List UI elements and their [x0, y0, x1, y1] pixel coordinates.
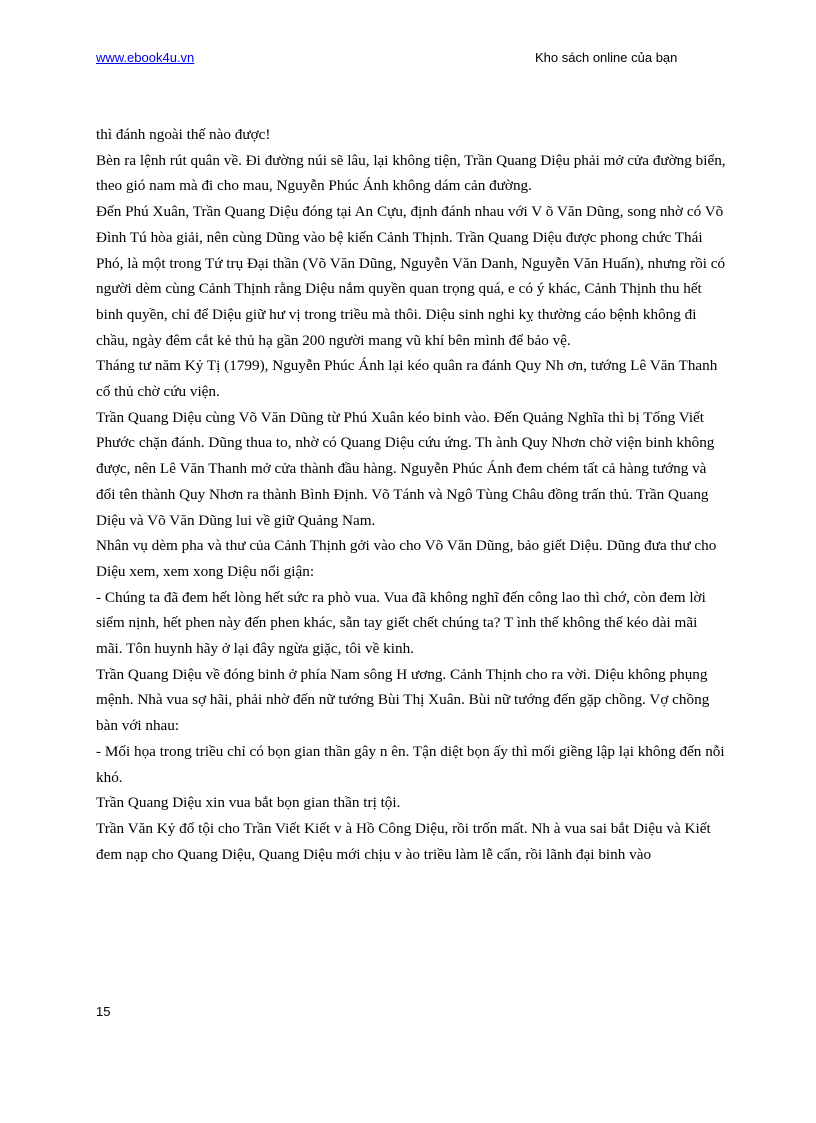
- paragraph: Nhân vụ dèm pha và thư của Cảnh Thịnh gởi vào cho Võ Văn Dũng, bảo giết Diệu. Dũng đưa thư cho Diệu xem, xem xong Diệu nổi giận:: [96, 537, 717, 580]
- paragraph: Tháng tư năm Kỷ Tị (1799), Nguyễn Phúc Ánh lại kéo quân ra đánh Quy Nh ơn, tướng Lê Văn Thanh cố thủ chờ cứu viện.: [96, 357, 718, 401]
- paragraph: - Chúng ta đã đem hết lòng hết sức ra phò vua. Vua đã không nghĩ đến công lao thì chớ, còn đem lời siểm nịnh, hết phen này đến phen khác, sẵn tay giết chết chúng ta? T ình thế không thể kéo dài mãi mãi. Tôn huynh hãy ở lại đây ngừa giặc, tôi về kinh.: [96, 588, 706, 658]
- paragraph: Đến Phú Xuân, Trần Quang Diệu đóng tại An Cựu, định đánh nhau với V õ Văn Dũng, song nhờ có Võ Đình Tú hòa giải, nên cùng Dũng vào bệ kiến Cảnh Thịnh. Trần Quang Diệu được phong chức Thái Phó, là một trong Tứ trụ Đại thần (Võ Văn Dũng, Nguyễn Văn Danh, Nguyễn Văn Huấn), nhưng rồi có người dèm cùng Cảnh Thịnh rằng Diệu nắm quyền quan trọng quá, e có ý khác, Cảnh Thịnh thu hết binh quyền, chỉ để Diệu giữ hư vị trong triều mà thôi. Diệu sinh nghi kỵ thường cáo bệnh không đi chầu, ngày đêm cắt kẻ thủ hạ gần 200 người mang vũ khí bên mình để bảo vệ.: [96, 203, 726, 349]
- paragraph: Trần Quang Diệu xin vua bắt bọn gian thần trị tội.: [96, 794, 401, 812]
- page-number: 15: [96, 1004, 111, 1019]
- paragraph: thì đánh ngoài thế nào được!: [96, 126, 271, 143]
- site-link[interactable]: www.ebook4u.vn: [96, 50, 195, 65]
- header-tagline: Kho sách online của bạn: [535, 50, 678, 65]
- paragraph: Trần Quang Diệu về đóng binh ở phía Nam sông H ương. Cảnh Thịnh cho ra vời. Diệu không phụng mệnh. Nhà vua sợ hãi, phải nhờ đến nữ tướng Bùi Thị Xuân. Bùi nữ tướng đến gặp chồng. Vợ chồng bàn với nhau:: [96, 665, 710, 735]
- paragraph: - Mối họa trong triều chỉ có bọn gian thần gây n ên. Tận diệt bọn ấy thì mối giềng lập lại không đến nỗi khó.: [96, 742, 725, 786]
- paragraph: Bèn ra lệnh rút quân về. Đi đường núi sẽ lâu, lại không tiện, Trần Quang Diệu phải mở cửa đường biển, theo gió nam mà đi cho mau, Nguyễn Phúc Ánh không dám cản đường.: [96, 151, 726, 195]
- paragraph: Trần Quang Diệu cùng Võ Văn Dũng từ Phú Xuân kéo binh vào. Đến Quảng Nghĩa thì bị Tống Viết Phước chặn đánh. Dũng thua to, nhờ có Quang Diệu cứu ứng. Th ành Quy Nhơn chờ viện binh không được, nên Lê Văn Thanh mở cửa thành đầu hàng. Nguyễn Phúc Ánh đem chém tất cả hàng tướng và đổi tên thành Quy Nhơn ra thành Bình Định. Võ Tánh và Ngô Tùng Châu đồng trấn thủ. Trần Quang Diệu và Võ Văn Dũng lui về giữ Quảng Nam.: [96, 408, 715, 529]
- paragraph: Trần Văn Kỷ đổ tội cho Trần Viết Kiết v à Hồ Công Diệu, rồi trốn mất. Nh à vua sai bắt Diệu và Kiết đem nạp cho Quang Diệu, Quang Diệu mới chịu v ào triều làm lễ cẩn, rồi lãnh đại binh vào: [96, 819, 711, 863]
- body-text: [96, 122, 726, 867]
